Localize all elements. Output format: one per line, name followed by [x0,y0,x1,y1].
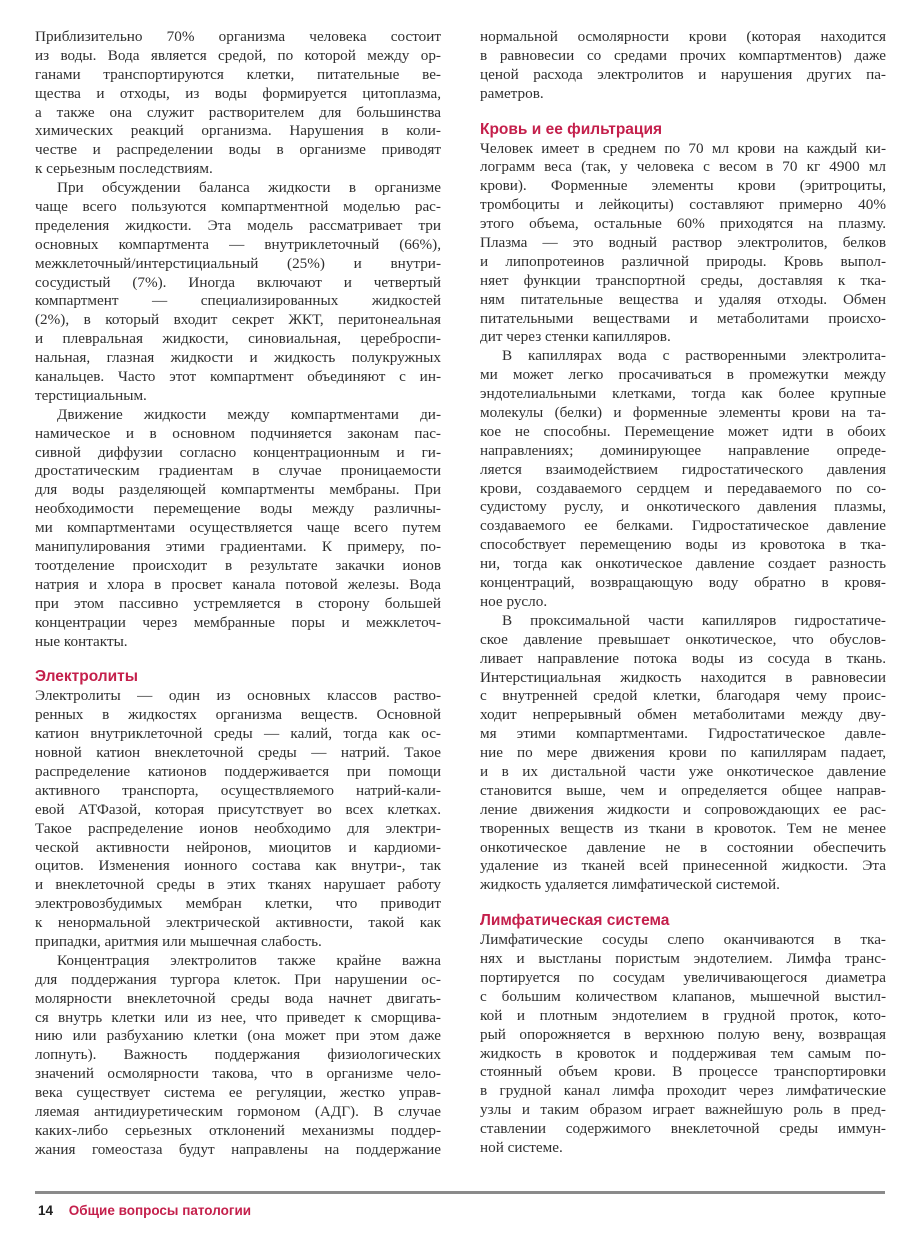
text-line: к серьезным последствиям. [35,160,213,178]
text-line: с большим количеством клапанов, мышечной выстил- [480,987,886,1005]
text-line: ливает направление потока воды из сосуда в ткань. [480,649,886,667]
text-line: в равновесии со средами прочих компартментов) даже [480,46,886,64]
text-line: судистому руслу, и онкотического давления плазмы, [480,498,886,516]
text-line: натрия и хлора в просвет канала потовой железы. Вода [35,575,441,593]
text-line: евой АТФазой, которая присутствует во всех клетках. [35,800,441,818]
text-line: и в их дистальной части уже онкотическое давление [480,762,886,780]
text-line: пределения жидкости. Эта модель рассматривает три [35,216,441,234]
text-line: крови). Форменные элементы крови (эритроциты, [480,177,886,195]
text-line: питательными веществами и метаболитами происхо- [480,309,886,327]
text-line: ням питательные вещества и удаляя отходы. Обмен [480,290,886,308]
text-line: ние по мере движения крови по капиллярам падает, [480,744,886,762]
text-line: мя этими компартментами. Гидростатическое давле- [480,725,886,743]
text-line: ское давление превышает онкотическое, что обуслов- [480,630,886,648]
text-line: жания гомеостаза будут направлены на поддержание [35,1140,441,1158]
text-line: намическое и в основном подчиняется законам пас- [35,424,441,442]
paragraph [35,952,441,1160]
text-line: ляется взаимодействием гидростатического давления [480,460,886,478]
text-line: молекулы (белки) и форменные элементы крови на та- [480,404,886,422]
text-line: века существует система ее регуляции, жестко управ- [35,1084,441,1102]
text-line: В проксимальной части капилляров гидростатиче- [502,611,886,629]
text-line: Такое распределение ионов необходимо для электри- [35,819,441,837]
text-line: концентрации через мембранные поры и межклеточ- [35,613,441,631]
paragraph [480,28,886,104]
text-line: и внеклеточной среды в этих тканях нарушает работу [35,876,441,894]
text-line: основных компартмента — внутриклеточный (66%), [35,235,441,253]
text-line: При обсуждении баланса жидкости в организме [57,179,441,197]
text-line: честве и распределении воды в организме приводят [35,141,441,159]
text-line: ся внутрь клетки или из нее, что приведет к сморщива- [35,1008,441,1026]
text-line: ное русло. [480,592,548,610]
paragraph [480,140,886,348]
text-line: тромбоциты и лейкоциты) составляют примерно 40% [480,196,886,214]
text-line: каких-либо серьезных отклонений механизмы поддер- [35,1121,441,1139]
text-line: онкотическое давление не в состоянии обеспечить [480,838,886,856]
text-line: узлы и таким образом играет важнейшую роль в пред- [480,1101,886,1119]
text-line: дростатическим градиентам в случае проницаемости [35,462,441,480]
text-line: ганами транспортируются клетки, питательные ве- [35,65,441,83]
text-line: для воды разделяющей компартменты мембраны. При [35,481,441,499]
text-line: кое не способны. Перемещение может идти в обоих [480,422,886,440]
text-line: раметров. [480,84,544,102]
text-line: Плазма — это водный раствор электролитов, белков [480,234,886,252]
paragraph [480,612,886,895]
text-line: концентраций, возвращающую воду обратно в кровя- [480,574,886,592]
text-line: В капиллярах вода с растворенными электролита- [502,347,886,365]
text-line: ление движения жидкости и сопровождающих ее рас- [480,800,886,818]
text-line: при этом пассивно устремляется в сторону большей [35,594,441,612]
text-line: эндотелиальными клетками, тогда как более крупные [480,385,886,403]
text-line: ми компартментами осуществляется чаще всего путем [35,519,441,537]
text-line: для поддержания тургора клеток. При нарушении ос- [35,970,441,988]
text-line: нальная, глазная жидкости и жидкость полукружных [35,349,441,367]
text-line: и плевральная жидкости, синовиальная, цереброспи- [35,330,441,348]
section-heading: Электролиты [35,668,139,686]
text-line: Электролиты — один из основных классов раство- [35,687,441,705]
text-line: Человек имеет в среднем по 70 мл крови на каждый ки- [480,139,886,157]
page-number: 14 [38,1203,54,1218]
text-line: химических реакций организма. Нарушения в коли- [35,122,441,140]
text-line: в грудной канал лимфа проходит через лимфатические [480,1082,886,1100]
paragraph [35,179,441,406]
paragraph [35,28,441,179]
text-line: становится выше, чем и определяется общее направ- [480,781,886,799]
text-line: терстициальным. [35,386,147,404]
text-line: создаваемого ее белками. Гидростатическое давление [480,517,886,535]
section-heading: Лимфатическая система [480,912,670,930]
text-line: Лимфатические сосуды слепо оканчиваются в тка- [480,931,886,949]
text-line: ценой расхода электролитов и нарушения других па- [480,65,886,83]
text-line: припадки, аритмия или мышечная слабость. [35,932,322,950]
text-line: сосудистый (7%). Иногда включают и четвертый [35,273,441,291]
text-line: щества и отходы, из воды формируется цитоплазма, [35,84,441,102]
text-line: канальцев. Часто этот компартмент объединяют с ин- [35,368,441,386]
text-line: чаще всего пользуются компартментной моделью рас- [35,198,441,216]
text-line: из воды. Вода является средой, по которой между ор- [35,46,441,64]
text-line: Движение жидкости между компартментами ди- [57,405,441,423]
text-line: лопнуть). Важность поддержания физиологических [35,1046,441,1064]
text-line: направлениях; доминирующее направление опреде- [480,441,886,459]
text-line: Интерстициальная жидкость находится в равновесии [480,668,886,686]
text-line: ни, тогда как онкотическое давление создает разность [480,555,886,573]
text-line: способствует перемещению воды из кровотока в тка- [480,536,886,554]
text-line: удаление из тканей всей принесенной жидкости. Эта [480,857,886,875]
text-line: творенных веществ из ткани в кровоток. Тем не менее [480,819,886,837]
text-line: нормальной осмолярности крови (которая находится [480,28,886,45]
text-line: ческой активности нейронов, миоцитов и кардиоми- [35,838,441,856]
text-line: манипулирования этими градиентами. К примеру, по- [35,538,441,556]
text-line: компартмент — специализированных жидкостей [35,292,441,310]
footer-divider [35,1191,885,1194]
text-line: (2%), в который входит секрет ЖКТ, перитонеальная [35,311,441,329]
text-line: лограмм веса (так, у человека с весом в 70 кг 4900 мл [480,158,886,176]
text-line: сивной диффузии согласно концентрационным и ги- [35,443,441,461]
text-line: тоотделение происходит в результате закачки ионов [35,556,441,574]
text-line: ми может легко просачиваться в промежутки между [480,366,886,384]
text-line: крови, создаваемого сердцем и передаваемого по со- [480,479,886,497]
text-line: ходит непрерывный обмен метаболитами между дву- [480,706,886,724]
text-line: этого объема, остальные 60% приходятся на плазму. [480,215,886,233]
text-line: новной катион внеклеточной среды — натрий. Такое [35,744,441,762]
text-line: необходимости перемещение воды между различны- [35,500,441,518]
text-line: а также она служит растворителем для большинства [35,103,441,121]
text-line: электровозбудимых мембран клетки, что приводит [35,895,441,913]
text-line: ной системе. [480,1138,563,1156]
right-column [480,28,886,1158]
text-line: ставлении содержимого внеклеточной среды иммун- [480,1120,886,1138]
left-column [35,28,441,1160]
text-line: жидкость удаляется лимфатической системой. [480,876,780,894]
paragraph [480,347,886,611]
text-line: стоянный объем крови. В процессе транспортировки [480,1063,886,1081]
text-line: ренных в жидкостях организма веществ. Основной [35,706,441,724]
section-heading: Кровь и ее фильтрация [480,120,663,138]
text-line: распределение катионов поддерживается при помощи [35,762,441,780]
paragraph [35,406,441,652]
text-line: Концентрация электролитов также крайне важна [57,951,441,969]
text-line: оцитов. Изменения ионного состава как внутри-, так [35,857,441,875]
text-line: молярности внеклеточной среды вода начнет двигать- [35,989,441,1007]
text-line: нях и выстланы пористым эндотелием. Лимфа транс- [480,950,886,968]
paragraph [35,687,441,951]
page-footer [38,1203,251,1218]
text-line: ные контакты. [35,632,128,650]
text-line: ляемая антидиуретическим гормоном (АДГ). В случае [35,1102,441,1120]
text-line: катион внутриклеточной среды — калий, тогда как ос- [35,725,441,743]
text-line: жидкость в кровоток и поддерживая тем самым по- [480,1044,886,1062]
text-line: с внутренней средой клетки, благодаря чему проис- [480,687,886,705]
text-line: рый опорожняется в верхнюю полую вену, возвращая [480,1025,886,1043]
paragraph [480,931,886,1158]
text-line: нию или разбуханию клетки (она может при этом даже [35,1027,441,1045]
text-line: кой и плотным эндотелием в грудной проток, кото- [480,1006,886,1024]
text-line: портируется по сосудам увеличивающегося диаметра [480,968,886,986]
text-line: Приблизительно 70% организма человека состоит [35,28,441,45]
text-line: няет функции транспортной среды, доставляя к тка- [480,271,886,289]
text-line: к ненормальной электрической активности, такой как [35,914,441,932]
text-line: межклеточный/интерстициальный (25%) и внутри- [35,254,441,272]
text-line: активного транспорта, осуществляемого натрий-кали- [35,781,441,799]
text-line: дит через стенки капилляров. [480,328,671,346]
running-section-title: Общие вопросы патологии [68,1203,252,1218]
text-line: и липопротеинов различной природы. Кровь выпол- [480,252,886,270]
text-line: значений осмолярности такова, что в организме чело- [35,1065,441,1083]
